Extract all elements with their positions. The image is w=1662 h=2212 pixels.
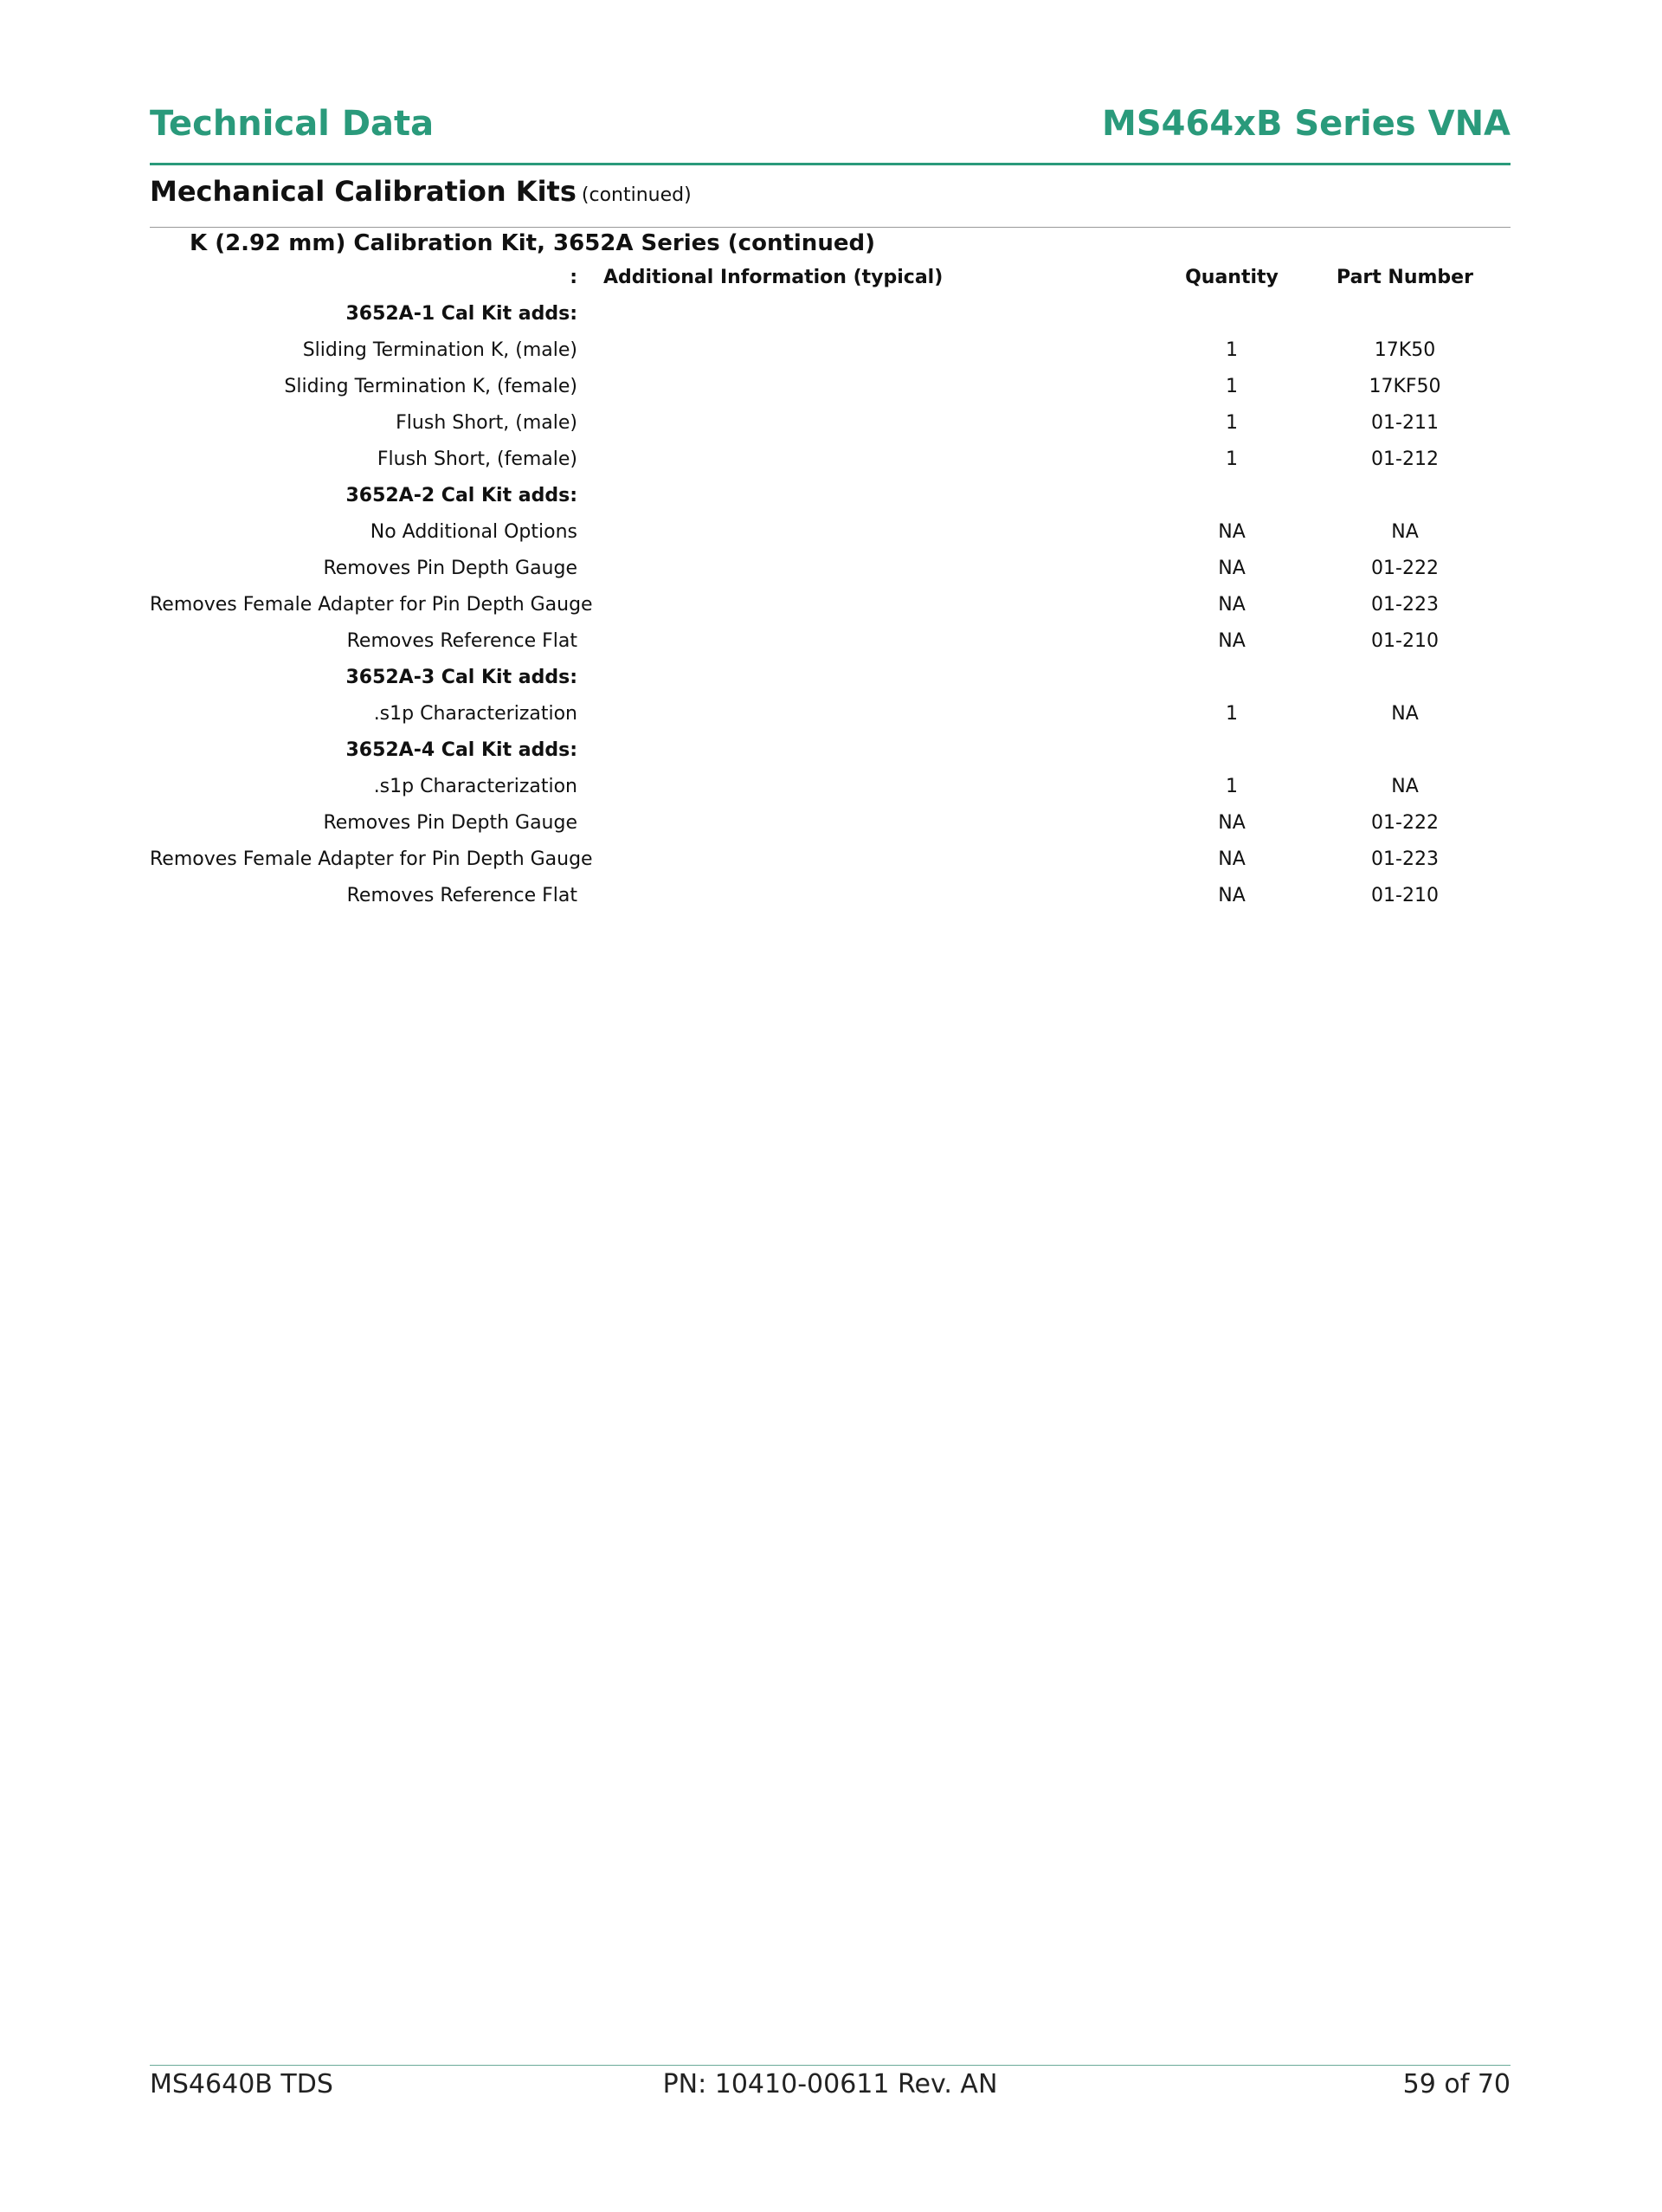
row-quantity: NA xyxy=(1218,848,1246,870)
table-row xyxy=(150,842,1511,878)
column-header-quantity: Quantity xyxy=(1185,267,1279,288)
table-row xyxy=(150,514,1511,551)
row-part-number: 01-222 xyxy=(1371,558,1439,579)
column-header-part-number: Part Number xyxy=(1337,267,1473,288)
row-quantity: 1 xyxy=(1226,412,1238,434)
table-row xyxy=(150,405,1511,442)
row-part-number: 01-223 xyxy=(1371,594,1439,616)
row-part-number: 01-210 xyxy=(1371,885,1439,906)
table-group-heading xyxy=(150,296,1511,332)
footer-doc-name: MS4640B TDS xyxy=(150,2069,333,2099)
row-quantity: NA xyxy=(1218,885,1246,906)
row-quantity: NA xyxy=(1218,630,1246,652)
header-left-title: Technical Data xyxy=(150,104,435,144)
row-quantity: 1 xyxy=(1226,339,1238,361)
table-row xyxy=(150,332,1511,369)
table-group-heading xyxy=(150,478,1511,514)
table-row xyxy=(150,769,1511,805)
table-row xyxy=(150,623,1511,660)
header-right-title: MS464xB Series VNA xyxy=(1102,104,1511,144)
row-label: Removes Female Adapter for Pin Depth Gauge xyxy=(150,594,593,616)
row-part-number: 01-223 xyxy=(1371,848,1439,870)
table-row xyxy=(150,878,1511,914)
calibration-kit-table xyxy=(150,260,1511,914)
footer-part-number: PN: 10410-00611 Rev. AN xyxy=(662,2069,998,2099)
row-quantity: NA xyxy=(1218,812,1246,834)
footer-page-number: 59 of 70 xyxy=(1402,2069,1511,2099)
row-label: Removes Pin Depth Gauge xyxy=(323,558,577,579)
row-part-number: NA xyxy=(1391,776,1419,797)
table-group-heading xyxy=(150,732,1511,769)
row-label: 3652A-1 Cal Kit adds: xyxy=(345,303,577,325)
row-part-number: 17KF50 xyxy=(1369,376,1441,397)
row-label: No Additional Options xyxy=(370,521,577,543)
row-quantity: 1 xyxy=(1226,703,1238,725)
row-quantity: 1 xyxy=(1226,448,1238,470)
row-quantity: NA xyxy=(1218,521,1246,543)
table-row xyxy=(150,369,1511,405)
row-label: 3652A-4 Cal Kit adds: xyxy=(345,739,577,761)
row-label: Removes Reference Flat xyxy=(346,885,577,906)
table-body xyxy=(150,296,1511,914)
row-label: Removes Reference Flat xyxy=(346,630,577,652)
row-label: .s1p Characterization xyxy=(373,776,577,797)
row-part-number: 01-211 xyxy=(1371,412,1439,434)
section-title xyxy=(150,175,1511,228)
table-row xyxy=(150,805,1511,842)
column-header-info: Additional Information (typical) xyxy=(603,267,944,288)
row-part-number: NA xyxy=(1391,703,1419,725)
row-label: Sliding Termination K, (female) xyxy=(284,376,577,397)
page-footer xyxy=(150,2065,1511,2109)
row-label: Removes Female Adapter for Pin Depth Gauge xyxy=(150,848,593,870)
row-quantity: 1 xyxy=(1226,376,1238,397)
row-part-number: 01-222 xyxy=(1371,812,1439,834)
row-label: Removes Pin Depth Gauge xyxy=(323,812,577,834)
table-group-heading xyxy=(150,660,1511,696)
row-quantity: NA xyxy=(1218,594,1246,616)
row-label: Flush Short, (male) xyxy=(396,412,577,434)
table-header-row xyxy=(150,260,1511,296)
section-title-main: Mechanical Calibration Kits xyxy=(150,175,577,208)
row-part-number: 17K50 xyxy=(1374,339,1436,361)
row-part-number: 01-212 xyxy=(1371,448,1439,470)
row-label: Flush Short, (female) xyxy=(377,448,577,470)
row-label: Sliding Termination K, (male) xyxy=(302,339,577,361)
row-quantity: NA xyxy=(1218,558,1246,579)
section-title-suffix: (continued) xyxy=(581,184,692,206)
row-quantity: 1 xyxy=(1226,776,1238,797)
row-label: .s1p Characterization xyxy=(373,703,577,725)
table-row xyxy=(150,551,1511,587)
row-part-number: NA xyxy=(1391,521,1419,543)
column-header-label: : xyxy=(570,267,577,288)
table-row xyxy=(150,587,1511,623)
row-label: 3652A-3 Cal Kit adds: xyxy=(345,667,577,688)
page-header xyxy=(150,104,1511,165)
table-row xyxy=(150,442,1511,478)
table-row xyxy=(150,696,1511,732)
row-label: 3652A-2 Cal Kit adds: xyxy=(345,485,577,506)
kit-title: K (2.92 mm) Calibration Kit, 3652A Series (continued) xyxy=(190,230,875,256)
row-part-number: 01-210 xyxy=(1371,630,1439,652)
